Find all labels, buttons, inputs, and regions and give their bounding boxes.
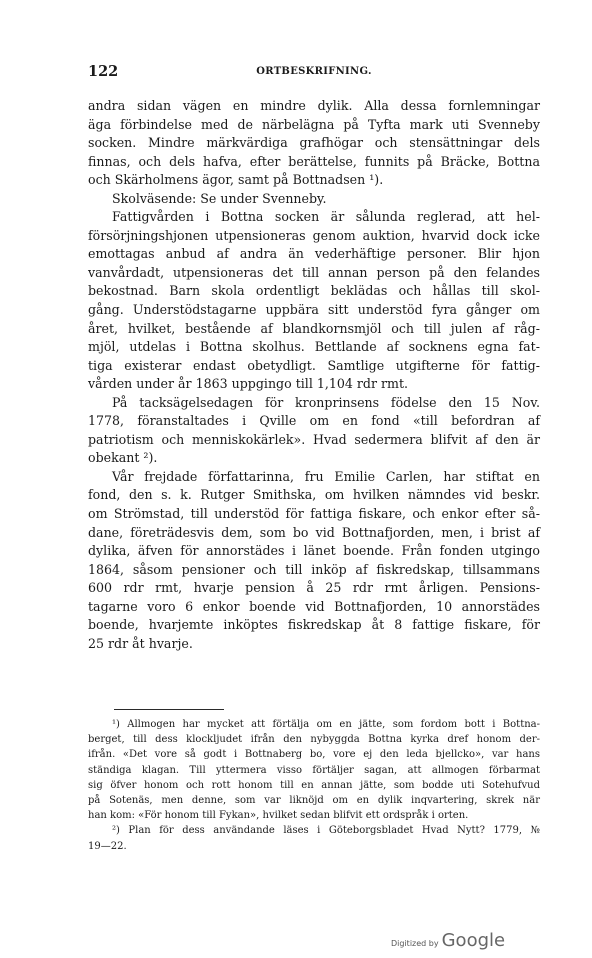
footnote-divider [114,709,224,710]
digitized-by-google-watermark [391,930,505,956]
footnote-line: på Sotenäs, men denne, som var liknöjd om en dylik inqvartering, skrek när [88,794,540,806]
page-header [88,63,540,83]
text-line: andra sidan vägen en mindre dylik. Alla dessa fornlemningar [88,98,540,113]
running-title: ORTBESKRIFNING. [256,66,372,77]
main-text [88,97,540,653]
text-line: och Skärholmens ägor, samt på Bottnadsen ¹). [88,172,384,188]
google-logo: Google [441,930,506,951]
text-line: mjöl, utdelas i Bottna skolhus. Bettlande af socknens egna fat- [88,339,540,355]
text-line: Vår frejdade författarinna, fru Emilie Carlen, har stiftat en [112,468,540,484]
text-line: försörjningshjonen utpensioneras genom auktion, hvarvid dock icke [88,227,540,243]
footnote-line: 19—22. [88,840,127,852]
text-line: dylika, äfven för annorstädes i länet boende. Från fonden utgingo [88,543,540,559]
footnote-line: sig öfver honom och rott honom till en annan jätte, som bodde uti Sotehufvud [88,779,540,791]
text-line: emottagas anbud af andra än vederhäftige personer. Blir hjon [88,246,540,262]
text-line: socken. Mindre märkvärdiga grafhögar och stensättningar dels [88,135,540,151]
text-line: dane, företrädesvis dem, som bo vid Bottnafjorden, men, i brist af [88,524,540,540]
text-line: Skolväsende: Se under Svenneby. [112,190,327,206]
text-line: om Strömstad, till understöd för fattiga fiskare, och enkor efter så- [88,506,540,522]
text-line: Fattigvården i Bottna socken är sålunda reglerad, att hel- [112,209,540,225]
text-line: fond, den s. k. Rutger Smithska, om hvilken nämndes vid beskr. [88,487,540,503]
footnote-line: ifrån. «Det vore så godt i Bottnaberg bo, vore ej den leda bjellcko», var hans [88,749,540,761]
text-line: bekostnad. Barn skola ordentligt beklädas och hållas till skol- [88,283,540,299]
text-line: På tacksägelsedagen för kronprinsens födelse den 15 Nov. [112,394,540,410]
text-line: 1778, föranstaltades i Qville om en fond «till befordran af [88,413,540,429]
text-line: obekant ²). [88,450,158,466]
footnote-line: ständiga klagan. Till yttermera visso förtäljer sagan, att allmogen förbarmat [88,764,540,776]
text-line: vården under år 1863 uppgingo till 1,104 rdr rmt. [88,376,409,392]
watermark-prefix: Digitized by [391,939,439,948]
footnote-line: ²) Plan för dess användande läses i Göteborgsbladet Hvad Nytt? 1779, № [112,825,540,837]
text-line: äga förbindelse med de närbelägna på Tyfta mark uti Svenneby [88,116,540,132]
text-line: tagarne voro 6 enkor boende vid Bottnafjorden, 10 annorstädes [88,598,540,614]
text-line: gång. Understödstagarne uppbära sitt understöd fyra gånger om [88,302,540,318]
text-line: året, hvilket, bestående af blandkornsmjöl och till julen af råg- [88,320,540,336]
footnote-line: berget, till dess klockljudet ifrån den nybyggda Bottna kyrka dref honom der- [88,734,540,746]
text-line: 1864, såsom pensioner och till inköp af fiskredskap, tillsammans [88,561,540,577]
footnote-line: ¹) Allmogen har mycket att förtälja om en jätte, som fordom bott i Bottna- [112,719,540,730]
text-line: finnas, och dels hafva, efter berättelse, funnits på Bräcke, Bottna [88,153,540,169]
text-line: 600 rdr rmt, hvarje pension å 25 rdr rmt årligen. Pensions- [88,580,540,596]
footnotes [88,717,540,854]
page-number: 122 [88,63,119,80]
text-line: patriotism och menniskokärlek». Hvad sedermera blifvit af den är [88,431,540,447]
text-line: boende, hvarjemte inköptes fiskredskap åt 8 fattige fiskare, för [88,617,540,633]
text-line: tiga existerar endast obetydligt. Samtlige utgifterne för fattig- [88,357,540,373]
footnote-line: han kom: «För honom till Fykan», hvilket sedan blifvit ett ordspråk i orten. [88,810,469,822]
text-line: vanvårdadt, utpensioneras det till annan person på den felandes [88,264,540,280]
text-line: 25 rdr åt hvarje. [88,635,193,651]
